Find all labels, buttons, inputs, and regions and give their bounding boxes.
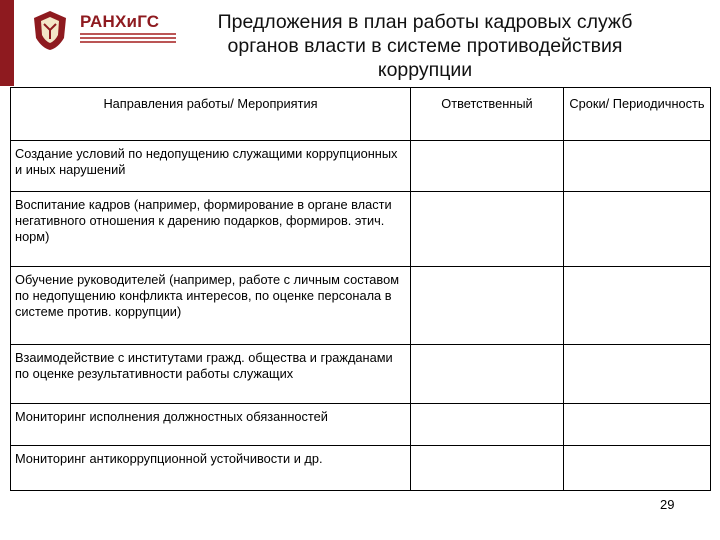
page-title: Предложения в план работы кадровых служб органов власти в системе противодействия коррупции [217,11,633,81]
column-header-responsible: Ответственный [411,88,564,141]
table-cell-direction: Мониторинг антикоррупционной устойчивости и др. [11,446,411,491]
brand-side-bar [0,0,14,86]
logo-subtitle-lines [80,33,176,49]
table-cell-terms [564,404,711,446]
table-row [11,345,711,404]
table-cell-responsible [411,404,564,446]
table-header-row [11,88,711,141]
column-header-terms: Сроки/ Периодичность [564,88,711,141]
table-row [11,446,711,491]
page-number: 29 [660,497,675,512]
table-cell-responsible [411,345,564,404]
table-cell-direction: Воспитание кадров (например, формирование в органе власти негативного отношения к дарению подарков, формиров. этич. норм) [11,192,411,267]
work-plan-table [10,87,711,491]
table-cell-terms [564,446,711,491]
table-row [11,141,711,192]
table-cell-direction: Обучение руководителей (например, работе с личным составом по недопущению конфликта интересов, по оценке персонала в системе против. коррупции) [11,267,411,345]
table-row [11,404,711,446]
table-cell-responsible [411,192,564,267]
table-cell-terms [564,192,711,267]
table-cell-responsible [411,141,564,192]
table-row [11,192,711,267]
ranepa-logo [20,6,180,58]
logo-text: РАНХиГС [80,12,160,31]
table-cell-direction: Мониторинг исполнения должностных обязанностей [11,404,411,446]
table-cell-terms [564,267,711,345]
table-cell-responsible [411,267,564,345]
table-cell-direction: Взаимодействие с институтами гражд. общества и гражданами по оценке результативности работы служащих [11,345,411,404]
table-cell-terms [564,345,711,404]
table-cell-terms [564,141,711,192]
eagle-crest-icon [28,8,72,52]
column-header-directions: Направления работы/ Мероприятия [11,88,411,141]
table-row [11,267,711,345]
table-cell-responsible [411,446,564,491]
table-cell-direction: Создание условий по недопущению служащими коррупционных и иных нарушений [11,141,411,192]
